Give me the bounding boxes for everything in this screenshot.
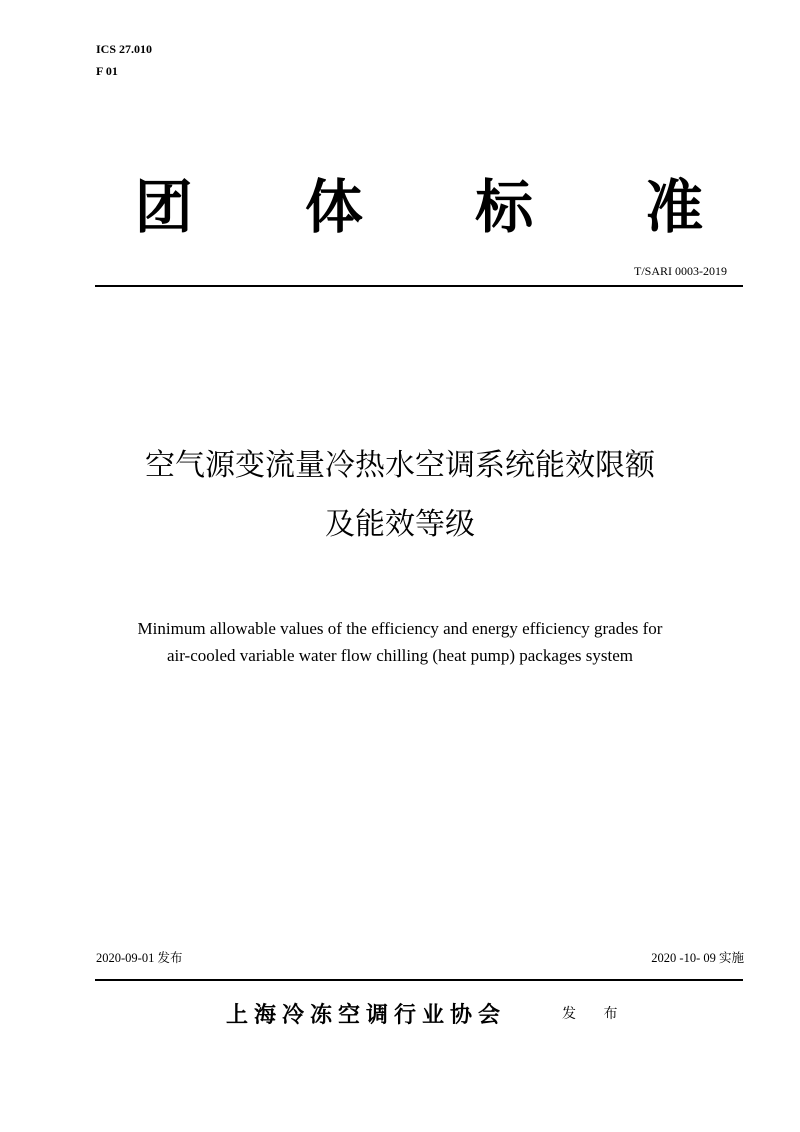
publish-date: 2020-09-01 发布 — [96, 951, 183, 965]
standard-number: T/SARI 0003-2019 — [634, 264, 727, 278]
document-type-heading: 团 体 标 准 — [134, 173, 750, 241]
bottom-divider — [95, 979, 743, 981]
publisher-name: 上海冷冻空调行业协会 — [226, 1002, 507, 1028]
publish-label: 发 布 — [562, 1007, 630, 1022]
chinese-title-line-1: 空气源变流量冷热水空调系统能效限额 — [145, 448, 655, 483]
implementation-date: 2020 -10- 09 实施 — [651, 951, 744, 965]
classification-code: F 01 — [96, 64, 118, 78]
english-title-line-1: Minimum allowable values of the efficiency and energy efficiency grades for — [137, 619, 663, 638]
ics-code: ICS 27.010 — [96, 42, 153, 56]
english-title-line-2: air-cooled variable water flow chilling (heat pump) packages system — [166, 646, 634, 665]
chinese-title-line-2: 及能效等级 — [325, 507, 475, 542]
top-divider — [95, 285, 743, 287]
